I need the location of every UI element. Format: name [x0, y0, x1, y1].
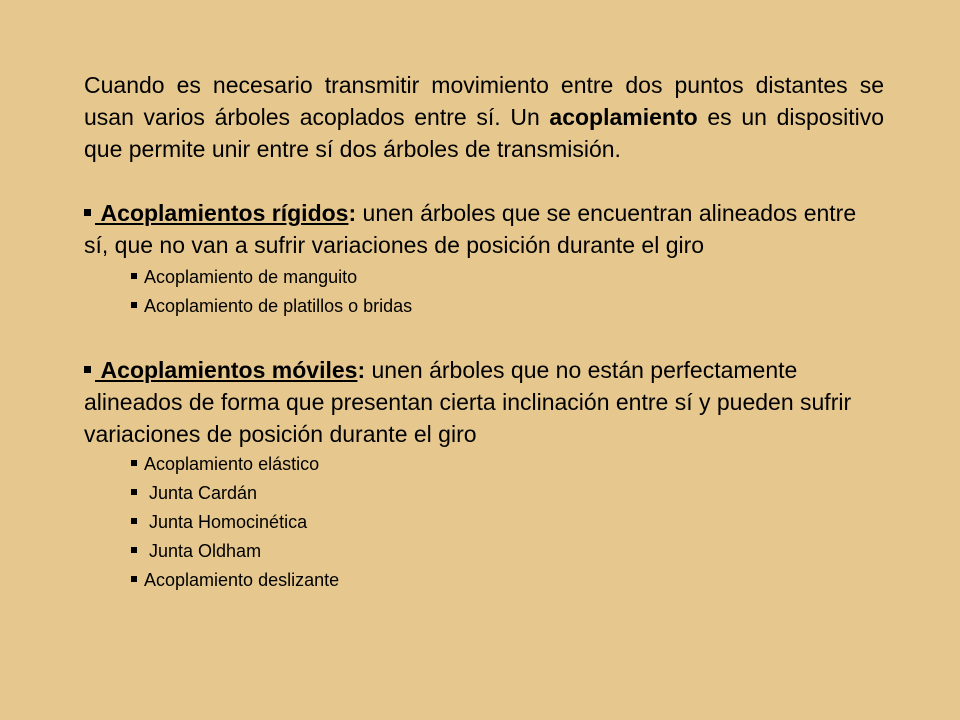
square-bullet-icon	[84, 209, 91, 216]
rigid-couplings-section	[84, 197, 884, 321]
mobile-couplings-colon: :	[357, 357, 366, 383]
square-bullet-icon	[84, 366, 91, 373]
intro-paragraph	[84, 69, 884, 165]
square-bullet-icon	[131, 518, 137, 524]
rigid-couplings-term: Acoplamientos rígidos	[95, 200, 349, 226]
list-item	[131, 537, 884, 566]
rigid-couplings-list	[84, 263, 884, 321]
rigid-couplings-description: unen árboles que se encuentran alineados entre sí, que no van a sufrir variaciones de posición durante el giro	[84, 200, 857, 258]
list-item-label: Acoplamiento deslizante	[144, 570, 340, 590]
list-item	[131, 292, 884, 321]
list-item-label: Acoplamiento de manguito	[144, 267, 358, 287]
intro-text-after: es un dispositivo que permite unir entre sí dos árboles de transmisión.	[84, 104, 884, 162]
square-bullet-icon	[131, 460, 137, 466]
list-item-label: Junta Cardán	[144, 483, 258, 503]
square-bullet-icon	[131, 547, 137, 553]
square-bullet-icon	[131, 273, 137, 279]
list-item	[131, 263, 884, 292]
list-item	[131, 508, 884, 537]
list-item-label: Junta Oldham	[144, 541, 262, 561]
intro-text-before: Cuando es necesario transmitir movimiento entre dos puntos distantes se usan varios árboles acoplados entre sí. Un	[84, 72, 884, 130]
square-bullet-icon	[131, 302, 137, 308]
list-item	[131, 450, 884, 479]
list-item-label: Acoplamiento de platillos o bridas	[144, 296, 413, 316]
mobile-couplings-term: Acoplamientos móviles	[95, 357, 358, 383]
rigid-couplings-colon: :	[348, 200, 357, 226]
square-bullet-icon	[131, 489, 137, 495]
intro-bold-term: acoplamiento	[549, 104, 698, 130]
list-item-label: Junta Homocinética	[144, 512, 308, 532]
mobile-couplings-description: unen árboles que no están perfectamente alineados de forma que presentan cierta inclinación entre sí y pueden sufrir variaciones de posición durante el giro	[84, 357, 852, 447]
mobile-couplings-heading	[84, 354, 884, 450]
list-item	[131, 479, 884, 508]
rigid-couplings-heading	[84, 197, 884, 261]
list-item-label: Acoplamiento elástico	[144, 454, 320, 474]
list-item	[131, 566, 884, 595]
mobile-couplings-section	[84, 354, 884, 595]
slide-content	[84, 69, 884, 595]
mobile-couplings-list	[84, 450, 884, 595]
square-bullet-icon	[131, 576, 137, 582]
